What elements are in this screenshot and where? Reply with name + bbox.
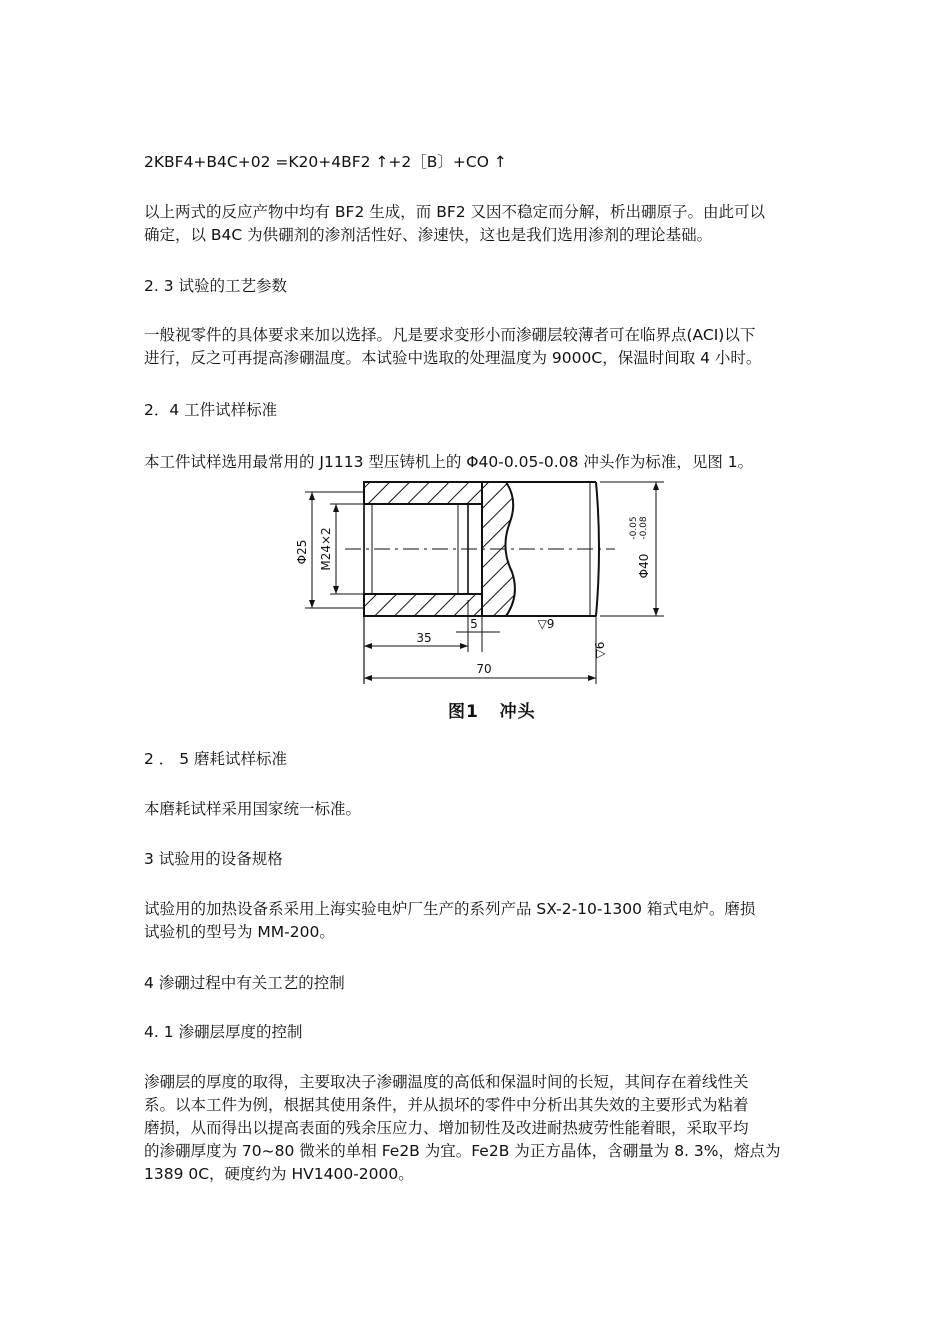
dimension-arrows xyxy=(309,482,659,681)
dim-phi25: Φ25 xyxy=(295,539,309,565)
paragraph-line: 试验用的加热设备系采用上海实验电炉厂生产的系列产品 SX-2-10-1300 箱式电炉。磨损 xyxy=(144,900,756,918)
section-heading-4: 4 渗硼过程中有关工艺的控制 xyxy=(144,974,345,992)
paragraph-line: 磨损，从而得出以提高表面的残余压应力、增加韧性及改进耐热疲劳性能着眼，采取平均 xyxy=(144,1119,749,1137)
dim-35: 35 xyxy=(416,631,432,645)
figure-caption: 图1 冲头 xyxy=(448,702,536,722)
section-heading-2-5: 2 ． 5 磨耗试样标准 xyxy=(144,750,288,768)
paragraph-line: 试验机的型号为 MM-200。 xyxy=(144,923,335,941)
paragraph-line: 系。以本工件为例，根据其使用条件，并从损坏的零件中分析出其失效的主要形式为粘着 xyxy=(144,1096,749,1114)
roughness-6: ▽6 xyxy=(593,641,607,659)
paragraph-line: 一般视零件的具体要求来加以选择。凡是要求变形小而渗硼层较薄者可在临界点(ACI)以下 xyxy=(144,326,756,344)
dimension-lines xyxy=(305,482,664,684)
dim-70: 70 xyxy=(476,662,492,676)
dim-5: 5 xyxy=(470,617,478,631)
dim-tolerance-upper: -0.05 xyxy=(629,516,639,540)
paragraph-reaction-products xyxy=(144,201,812,247)
paragraph-line: 1389 0C，硬度约为 HV1400-2000。 xyxy=(144,1165,414,1183)
paragraph-layer-thickness xyxy=(144,1071,812,1186)
paragraph-equipment xyxy=(144,898,812,944)
paragraph-workpiece-standard: 本工件试样选用最常用的 J1113 型压铸机上的 Φ40-0.05-0.08 冲头作为标准，见图 1。 xyxy=(144,453,754,471)
paragraph-wear-sample: 本磨耗试样采用国家统一标准。 xyxy=(144,800,362,818)
section-heading-3: 3 试验用的设备规格 xyxy=(144,850,283,868)
roughness-9: ▽9 xyxy=(537,617,555,631)
punch-outline xyxy=(345,482,615,684)
section-heading-2-3: 2. 3 试验的工艺参数 xyxy=(144,277,288,295)
section-heading-4-1: 4. 1 渗硼层厚度的控制 xyxy=(144,1023,303,1041)
paragraph-line: 以上两式的反应产物中均有 BF2 生成，而 BF2 又因不稳定而分解，析出硼原子。由此可以 xyxy=(144,203,766,221)
paragraph-line: 渗硼层的厚度的取得，主要取决子渗硼温度的高低和保温时间的长短，其间存在着线性关 xyxy=(144,1073,749,1091)
dim-tolerance-lower: -0.08 xyxy=(639,516,649,540)
dim-phi40: Φ40 xyxy=(637,553,651,579)
dim-m24x2: M24×2 xyxy=(319,527,333,571)
paragraph-line: 进行，反之可再提高渗硼温度。本试验中选取的处理温度为 9000C，保温时间取 4 小时。 xyxy=(144,349,762,367)
section-heading-2-4: 2．4 工件试样标准 xyxy=(144,401,278,419)
paragraph-line: 确定，以 B4C 为供硼剂的渗剂活性好、渗速快，这也是我们选用渗剂的理论基础。 xyxy=(144,226,713,244)
paragraph-process-parameters xyxy=(144,324,812,370)
paragraph-line: 的渗硼厚度为 70~80 微米的单相 Fe2B 为宜。Fe2B 为正方晶体，含硼量为 8. 3%，熔点为 xyxy=(144,1142,781,1160)
formula-line: 2KBF4+B4C+02 =K20+4BF2 ↑+2［B〕+CO ↑ xyxy=(144,153,507,171)
